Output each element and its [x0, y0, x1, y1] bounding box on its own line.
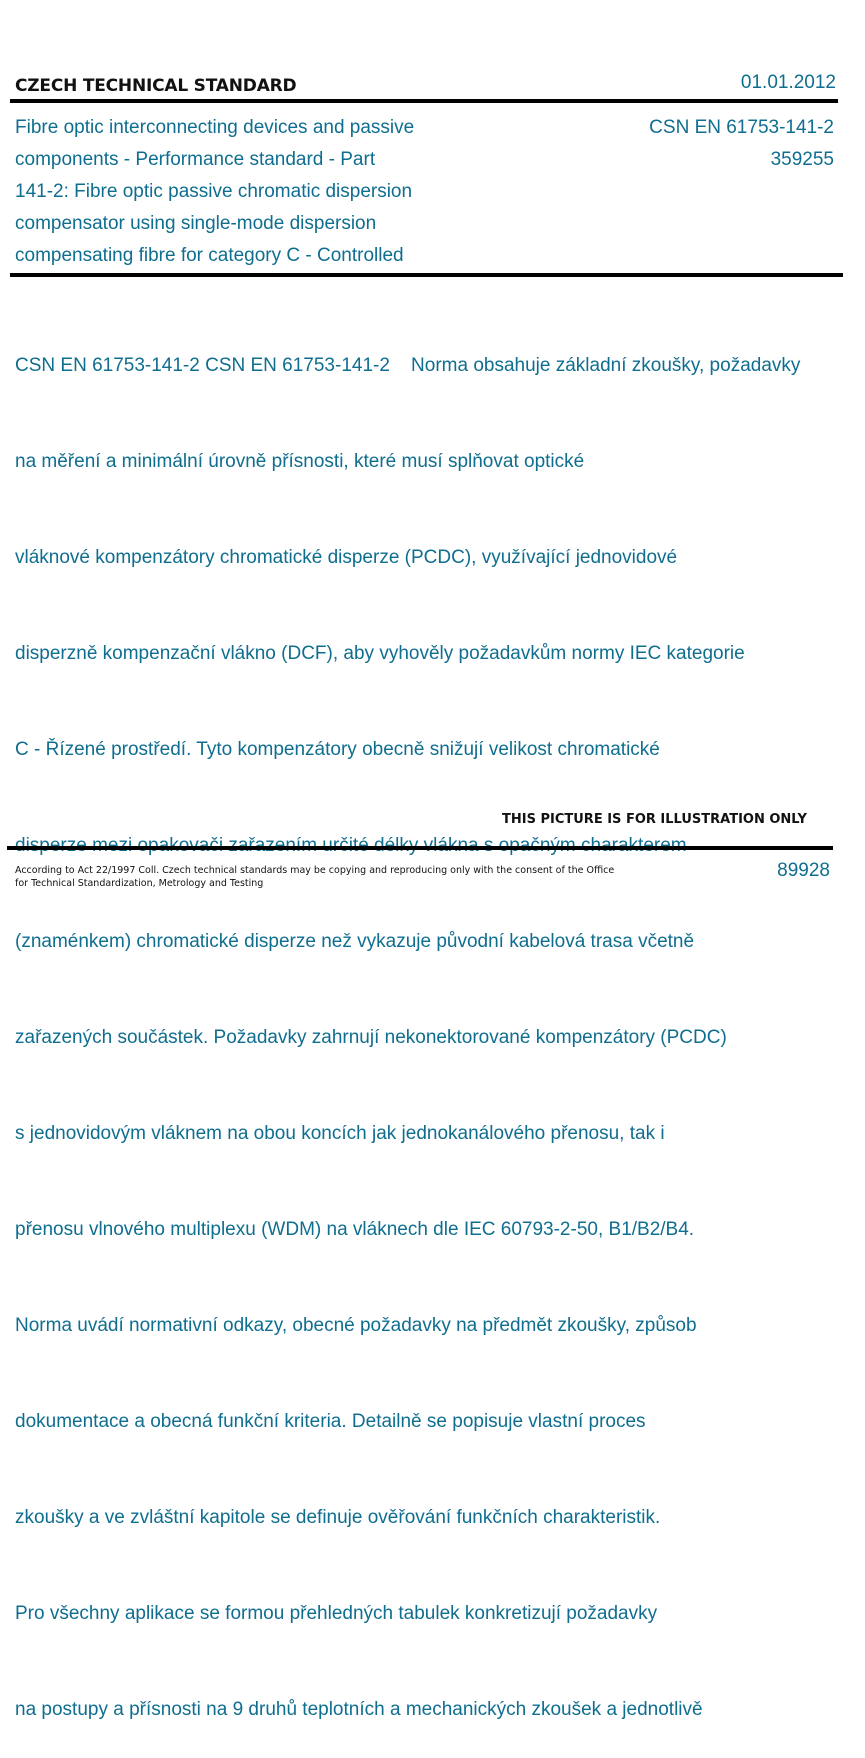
standard-code: CSN EN 61753-141-2	[649, 117, 834, 138]
abstract-line: vláknové kompenzátory chromatické disperze (PCDC), využívající jednovidové	[15, 547, 678, 568]
document-type-label: CZECH TECHNICAL STANDARD	[15, 76, 297, 96]
title-line: Fibre optic interconnecting devices and passive	[15, 117, 415, 138]
header-divider	[10, 99, 838, 103]
abstract-line: Pro všechny aplikace se formou přehledných tabulek konkretizují požadavky	[15, 1603, 658, 1624]
title-line: compensator using single-mode dispersion	[15, 213, 377, 234]
abstract-line: zařazených součástek. Požadavky zahrnují nekonektorované kompenzátory (PCDC)	[15, 1027, 727, 1048]
abstract-line: dokumentace a obecná funkční kriteria. Detailně se popisuje vlastní proces	[15, 1411, 646, 1432]
title-line: components - Performance standard - Part	[15, 149, 376, 170]
copyright-line: According to Act 22/1997 Coll. Czech technical standards may be copying and reproducing only with the consent of the Office	[15, 865, 615, 876]
title-divider	[10, 273, 843, 277]
abstract-line: CSN EN 61753-141-2 CSN EN 61753-141-2 Norma obsahuje základní zkoušky, požadavky	[15, 355, 801, 376]
abstract-line: s jednovidovým vláknem na obou koncích jak jednokanálového přenosu, tak i	[15, 1123, 665, 1144]
illustration-notice: THIS PICTURE IS FOR ILLUSTRATION ONLY	[502, 812, 807, 827]
abstract-line: na měření a minimální úrovně přísnosti, které musí splňovat optické	[15, 451, 585, 472]
title-line: 141-2: Fibre optic passive chromatic dispersion	[15, 181, 413, 202]
footer-divider	[7, 846, 833, 850]
abstract-text	[15, 286, 865, 1758]
abstract-line: C - Řízené prostředí. Tyto kompenzátory obecně snižují velikost chromatické	[15, 739, 660, 760]
abstract-line: přenosu vlnového multiplexu (WDM) na vláknech dle IEC 60793-2-50, B1/B2/B4.	[15, 1219, 695, 1240]
copyright-notice	[15, 864, 614, 890]
title-line: compensating fibre for category C - Controlled	[15, 245, 404, 266]
abstract-line: (znaménkem) chromatické disperze než vykazuje původní kabelová trasa včetně	[15, 931, 695, 952]
publication-date: 01.01.2012	[740, 72, 836, 93]
catalog-number: 359255	[770, 149, 834, 170]
abstract-line: na postupy a přísnosti na 9 druhů teplotních a mechanických zkoušek a jednotlivě	[15, 1699, 703, 1720]
document-id: 89928	[777, 860, 830, 881]
abstract-line: Norma uvádí normativní odkazy, obecné požadavky na předmět zkoušky, způsob	[15, 1315, 697, 1336]
copyright-line: for Technical Standardization, Metrology and Testing	[15, 878, 264, 889]
abstract-line: zkoušky a ve zvláštní kapitole se definuje ověřování funkčních charakteristik.	[15, 1507, 661, 1528]
abstract-line: disperzně kompenzační vlákno (DCF), aby vyhověly požadavkům normy IEC kategorie	[15, 643, 745, 664]
